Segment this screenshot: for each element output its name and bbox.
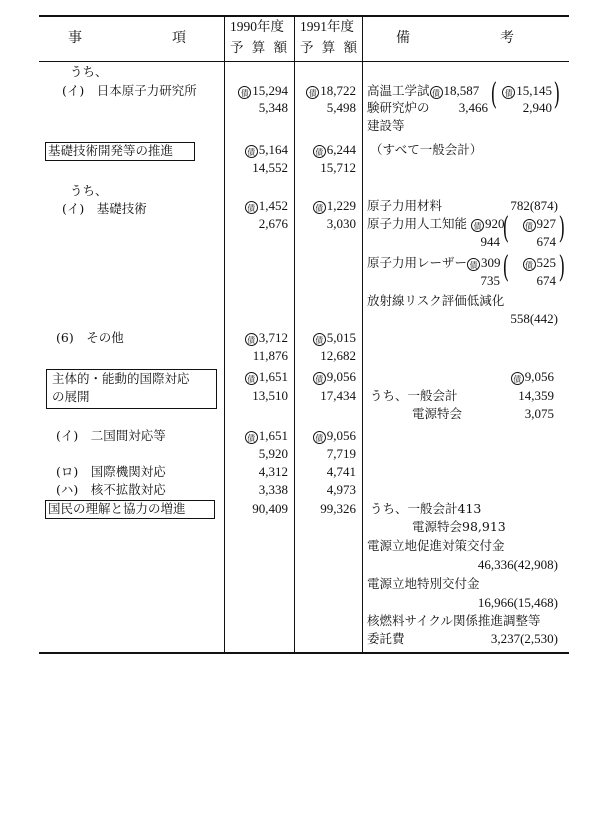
debt-badge-icon: 債 xyxy=(430,86,443,99)
note-ai-paren-debt: 債 927 xyxy=(506,216,556,232)
row-basic2-1990-debt: 債 1,452 xyxy=(226,198,288,214)
note-risk: 放射線リスク評価低減化 xyxy=(367,293,505,308)
uchi-label: うち、 xyxy=(70,64,108,79)
debt-badge-icon: 債 xyxy=(313,372,326,385)
jaeri-note-close-paren: ) xyxy=(553,77,561,112)
note-ai-paren-value: 674 xyxy=(536,234,556,249)
debt-badge-icon: 債 xyxy=(523,258,536,271)
row-bilateral-label: (イ) 二国間対応等 xyxy=(56,428,166,443)
row-basic-1991-debt: 債 6,244 xyxy=(296,142,356,158)
row-other-1990: 11,876 xyxy=(252,348,288,363)
row-jaeri-1991-debt: 債 18,722 xyxy=(296,83,356,99)
note-risk-value: 558(442) xyxy=(510,311,558,326)
debt-badge-icon: 債 xyxy=(471,219,484,232)
row-basic-1990-debt: 債 5,164 xyxy=(226,142,288,158)
row-intl-1990-debt: 債 1,651 xyxy=(226,369,288,385)
section-public-label: 国民の理解と協力の増進 xyxy=(48,501,186,516)
note-laser: 原子力用レーザー 債 309 xyxy=(367,255,501,270)
public-note-6-value: 3,237(2,530) xyxy=(490,631,558,646)
row-public-1990: 90,409 xyxy=(252,501,288,516)
header-1991-year: 1991年度 xyxy=(300,19,354,34)
header-item-char2: 項 xyxy=(172,30,188,46)
public-note-4: 電源立地特別交付金 xyxy=(367,576,480,591)
row-bilateral-1991-debt: 債 9,056 xyxy=(296,428,356,444)
header-1990-budget: 予 算 額 xyxy=(230,40,290,56)
public-note-5: 核燃料サイクル関係推進調整等 xyxy=(367,613,541,628)
note-laser-paren-debt: 債 525 xyxy=(506,255,556,271)
row-other-1990-debt: 債 3,712 xyxy=(226,330,288,346)
note-ai-open-paren: ( xyxy=(502,211,510,246)
row-basic2-1991: 3,030 xyxy=(326,216,356,231)
row-intl-org-label: (ロ) 国際機関対応 xyxy=(56,464,166,479)
intl-note-value1: 14,359 xyxy=(518,388,554,403)
row-public-1991: 99,326 xyxy=(320,501,356,516)
jaeri-note-line1: 高温工学試 債 18,587 xyxy=(367,83,480,98)
row-other-label: (6) その他 xyxy=(56,330,124,345)
section-basic-tech-label: 基礎技術開発等の推進 xyxy=(48,143,174,158)
row-other-1991: 12,682 xyxy=(320,348,356,363)
debt-badge-icon: 債 xyxy=(511,372,524,385)
public-note-4-value: 16,966(15,468) xyxy=(477,595,558,610)
note-laser-value: 735 xyxy=(480,273,500,288)
row-basic2-1991-debt: 債 1,229 xyxy=(296,198,356,214)
jaeri-note-line2-value: 3,466 xyxy=(458,100,488,115)
table-top-rule xyxy=(39,15,569,17)
debt-badge-icon: 債 xyxy=(238,86,251,99)
row-bilateral-1990-debt: 債 1,651 xyxy=(226,428,288,444)
jaeri-note-line2: 験研究炉の xyxy=(367,100,430,115)
jaeri-note-paren-value: 2,940 xyxy=(522,100,552,115)
note-laser-open-paren: ( xyxy=(502,250,510,285)
row-nonprolif-1990: 3,338 xyxy=(258,482,288,497)
debt-badge-icon: 債 xyxy=(467,258,480,271)
note-materials-value: 782(874) xyxy=(510,198,558,213)
row-nonprolif-label: (ハ) 核不拡散対応 xyxy=(56,482,166,497)
debt-badge-icon: 債 xyxy=(313,431,326,444)
note-materials: 原子力用材料 xyxy=(367,198,443,213)
public-note-3-value: 46,336(42,908) xyxy=(477,557,558,572)
row-jaeri-1990-debt: 債 15,294 xyxy=(226,83,288,99)
note-ai-value: 944 xyxy=(480,234,500,249)
row-intl-1991-debt: 債 9,056 xyxy=(296,369,356,385)
row-bilateral-1991: 7,719 xyxy=(326,446,356,461)
debt-badge-icon: 債 xyxy=(313,333,326,346)
row-other-1991-debt: 債 5,015 xyxy=(296,330,356,346)
jaeri-note-paren-debt: 債 15,145 xyxy=(496,83,552,99)
col-divider-1 xyxy=(224,15,225,652)
section-international-line2: の展開 xyxy=(52,389,90,404)
uchi-label: うち、 xyxy=(70,183,108,198)
row-jaeri-label: (イ) 日本原子力研究所 xyxy=(62,83,197,98)
row-nonprolif-1991: 4,973 xyxy=(326,482,356,497)
debt-badge-icon: 債 xyxy=(245,201,258,214)
row-jaeri-1990: 5,348 xyxy=(258,100,288,115)
public-note-6: 委託費 xyxy=(367,631,405,646)
intl-note-line1: うち、一般会計 xyxy=(370,388,458,403)
public-note-3: 電源立地促進対策交付金 xyxy=(367,538,505,553)
debt-badge-icon: 債 xyxy=(313,201,326,214)
row-jaeri-1991: 5,498 xyxy=(326,100,356,115)
row-basic-1990: 14,552 xyxy=(252,160,288,175)
debt-badge-icon: 債 xyxy=(306,86,319,99)
note-ai: 原子力用人工知能 債 920 xyxy=(367,216,505,231)
row-intl-org-1990: 4,312 xyxy=(258,464,288,479)
debt-badge-icon: 債 xyxy=(245,372,258,385)
row-intl-1991: 17,434 xyxy=(320,388,356,403)
header-remarks-char2: 考 xyxy=(500,30,516,46)
section-international-line1: 主体的・能動的国際対応 xyxy=(52,371,190,386)
row-intl-1990: 13,510 xyxy=(252,388,288,403)
jaeri-note-line3: 建設等 xyxy=(367,118,405,133)
col-divider-2 xyxy=(294,15,295,652)
table-bottom-rule xyxy=(39,652,569,654)
jaeri-note-open-paren: ( xyxy=(490,77,498,112)
row-basic-tech-label: (イ) 基礎技術 xyxy=(62,201,147,216)
header-remarks-char1: 備 xyxy=(396,30,412,46)
debt-badge-icon: 債 xyxy=(245,333,258,346)
note-laser-paren-value: 674 xyxy=(536,273,556,288)
intl-note-debt: 債 9,056 xyxy=(490,369,554,385)
note-laser-close-paren: ) xyxy=(558,250,566,285)
row-bilateral-1990: 5,920 xyxy=(258,446,288,461)
public-note-2: 電源特会98,913 xyxy=(412,519,506,534)
header-1991-budget: 予 算 額 xyxy=(300,40,360,56)
header-bottom-rule xyxy=(39,61,569,62)
col-divider-3 xyxy=(362,15,363,652)
row-basic-1991: 15,712 xyxy=(320,160,356,175)
row-intl-org-1991: 4,741 xyxy=(326,464,356,479)
public-note-1: うち、一般会計413 xyxy=(370,501,482,516)
debt-badge-icon: 債 xyxy=(523,219,536,232)
debt-badge-icon: 債 xyxy=(245,145,258,158)
debt-badge-icon: 債 xyxy=(313,145,326,158)
header-1990-year: 1990年度 xyxy=(230,19,284,34)
intl-note-line2: 電源特会 xyxy=(412,406,463,421)
basic-note: （すべて一般会計） xyxy=(370,142,483,157)
intl-note-value2: 3,075 xyxy=(524,406,554,421)
note-ai-close-paren: ) xyxy=(558,211,566,246)
header-item-char1: 事 xyxy=(68,30,84,46)
debt-badge-icon: 債 xyxy=(502,86,515,99)
row-basic2-1990: 2,676 xyxy=(258,216,288,231)
debt-badge-icon: 債 xyxy=(245,431,258,444)
